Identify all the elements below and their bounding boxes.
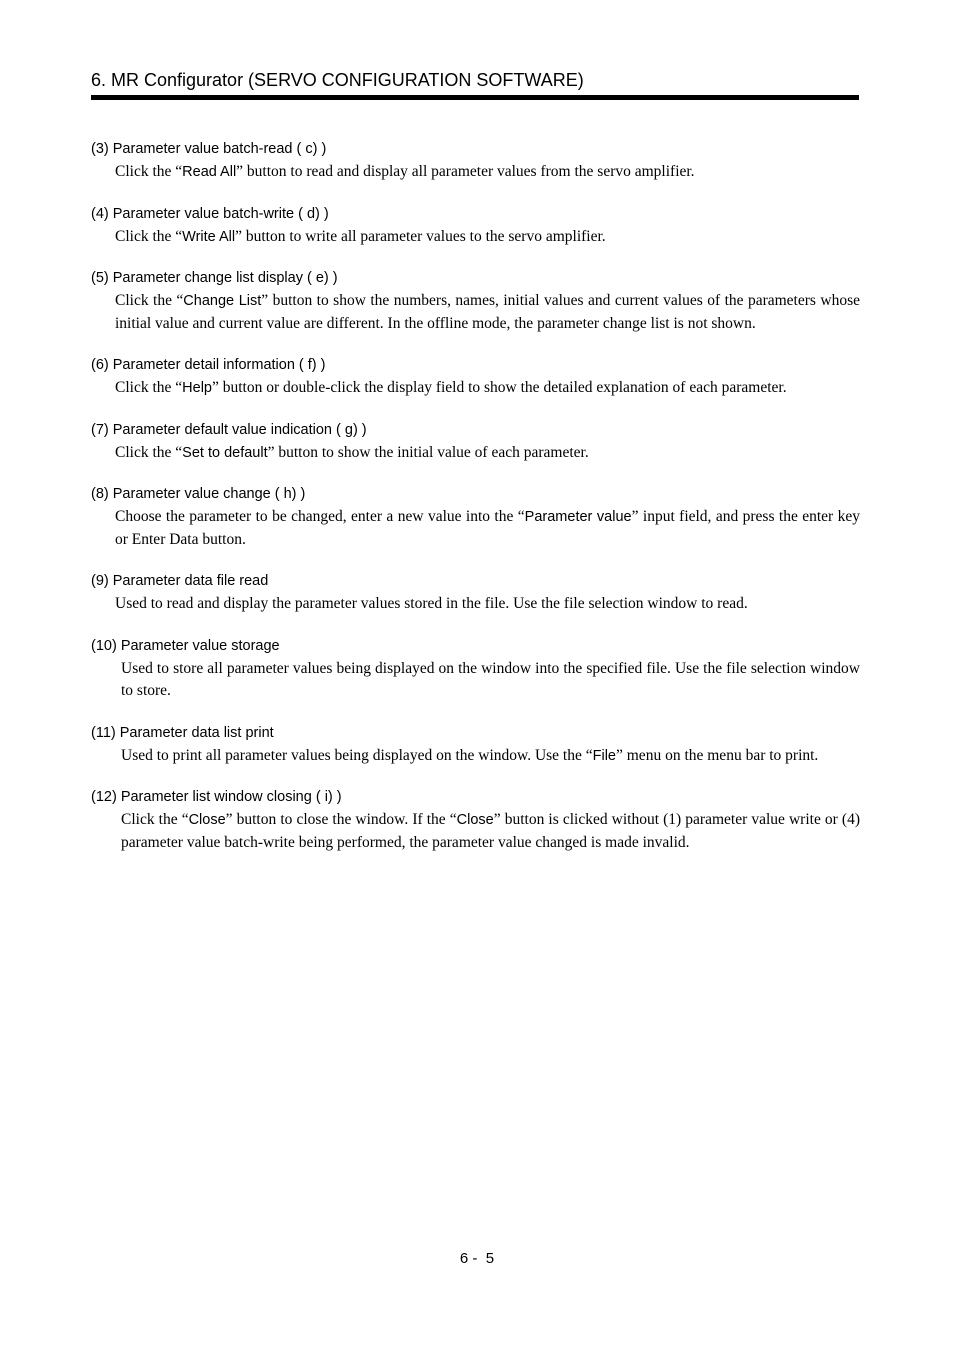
body-text: ” button or double-click the display field to show the detailed explanation of each parameter.	[211, 379, 787, 396]
body-text: Click the “	[121, 811, 189, 828]
body-text: Choose the parameter to be changed, enter a new value into the “	[115, 508, 525, 525]
close-term: Close	[188, 812, 226, 828]
section-body	[121, 745, 860, 768]
body-text: ” menu on the menu bar to print.	[616, 746, 819, 764]
section-body	[115, 226, 860, 249]
section-heading: (12) Parameter list window closing ( i) )	[91, 789, 342, 805]
body-text: Click the “	[115, 227, 183, 245]
section-body	[115, 593, 860, 616]
body-text: ” button to show the initial value of each parameter.	[267, 443, 589, 461]
body-text: ” button is clicked without (1) parameter value write or (4) parameter value batch-write being performed, the parameter value changed is made invalid.	[121, 811, 860, 851]
main-content	[91, 139, 860, 874]
section-heading: (10) Parameter value storage	[91, 637, 280, 654]
page-header	[91, 68, 859, 100]
set-to-default-term: Set to default	[182, 444, 268, 461]
body-text: ” button to close the window. If the “	[225, 811, 457, 828]
body-text: Used to print all parameter values being displayed on the window. Use the “	[121, 746, 593, 764]
section-heading: (5) Parameter change list display ( e) )	[91, 270, 338, 286]
body-text: ” button to read and display all parameter values from the servo amplifier.	[236, 163, 695, 180]
chapter-title: 6. MR Configurator (SERVO CONFIGURATION SOFTWARE)	[91, 70, 584, 90]
section-body	[115, 161, 860, 184]
section-body	[121, 658, 860, 703]
file-menu-term: File	[592, 747, 616, 764]
section-change-list	[91, 268, 860, 335]
body-text: Click the “	[115, 163, 183, 180]
parameter-value-term: Parameter value	[524, 509, 632, 525]
section-heading: (11) Parameter data list print	[91, 724, 274, 741]
section-body	[121, 809, 860, 854]
section-heading: (6) Parameter detail information ( f) )	[91, 357, 326, 373]
page-number: 6 - 5	[459, 1250, 495, 1267]
body-text: ” input field, and press the enter key or Enter Data button.	[115, 508, 860, 548]
body-text: Click the “	[115, 292, 184, 309]
section-heading: (7) Parameter default value indication ( g) )	[91, 421, 367, 438]
section-heading: (9) Parameter data file read	[91, 573, 269, 589]
write-all-term: Write All	[182, 228, 236, 245]
help-term: Help	[182, 380, 212, 396]
body-text: Used to store all parameter values being displayed on the window into the specified file. Use the file selection window to store.	[121, 659, 860, 699]
section-detail-info	[91, 355, 860, 400]
read-all-term: Read All	[182, 164, 237, 180]
section-value-storage	[91, 636, 860, 703]
body-text: Click the “	[115, 379, 183, 396]
close-term: Close	[456, 812, 494, 828]
section-body	[115, 442, 860, 465]
section-heading: (3) Parameter value batch-read ( c) )	[91, 141, 327, 157]
section-list-print	[91, 723, 860, 768]
body-text: ” button to show the numbers, names, initial values and current values of the parameters whose initial value and current value are different. In the offline mode, the parameter change list is not shown.	[115, 292, 860, 332]
section-file-read	[91, 571, 860, 616]
section-heading: (4) Parameter value batch-write ( d) )	[91, 205, 329, 222]
body-text: ” button to write all parameter values to the servo amplifier.	[235, 227, 606, 245]
section-batch-write	[91, 204, 860, 249]
change-list-term: Change List	[183, 293, 262, 309]
section-window-closing	[91, 787, 860, 854]
header-rule	[91, 95, 859, 100]
section-heading: (8) Parameter value change ( h) )	[91, 486, 306, 502]
section-body	[115, 506, 860, 551]
section-body	[115, 290, 860, 335]
section-default-value	[91, 420, 860, 465]
body-text: Used to read and display the parameter values stored in the file. Use the file selection window to read.	[115, 595, 748, 612]
section-batch-read	[91, 139, 860, 184]
body-text: Click the “	[115, 443, 183, 461]
section-value-change	[91, 484, 860, 551]
section-body	[115, 377, 860, 400]
